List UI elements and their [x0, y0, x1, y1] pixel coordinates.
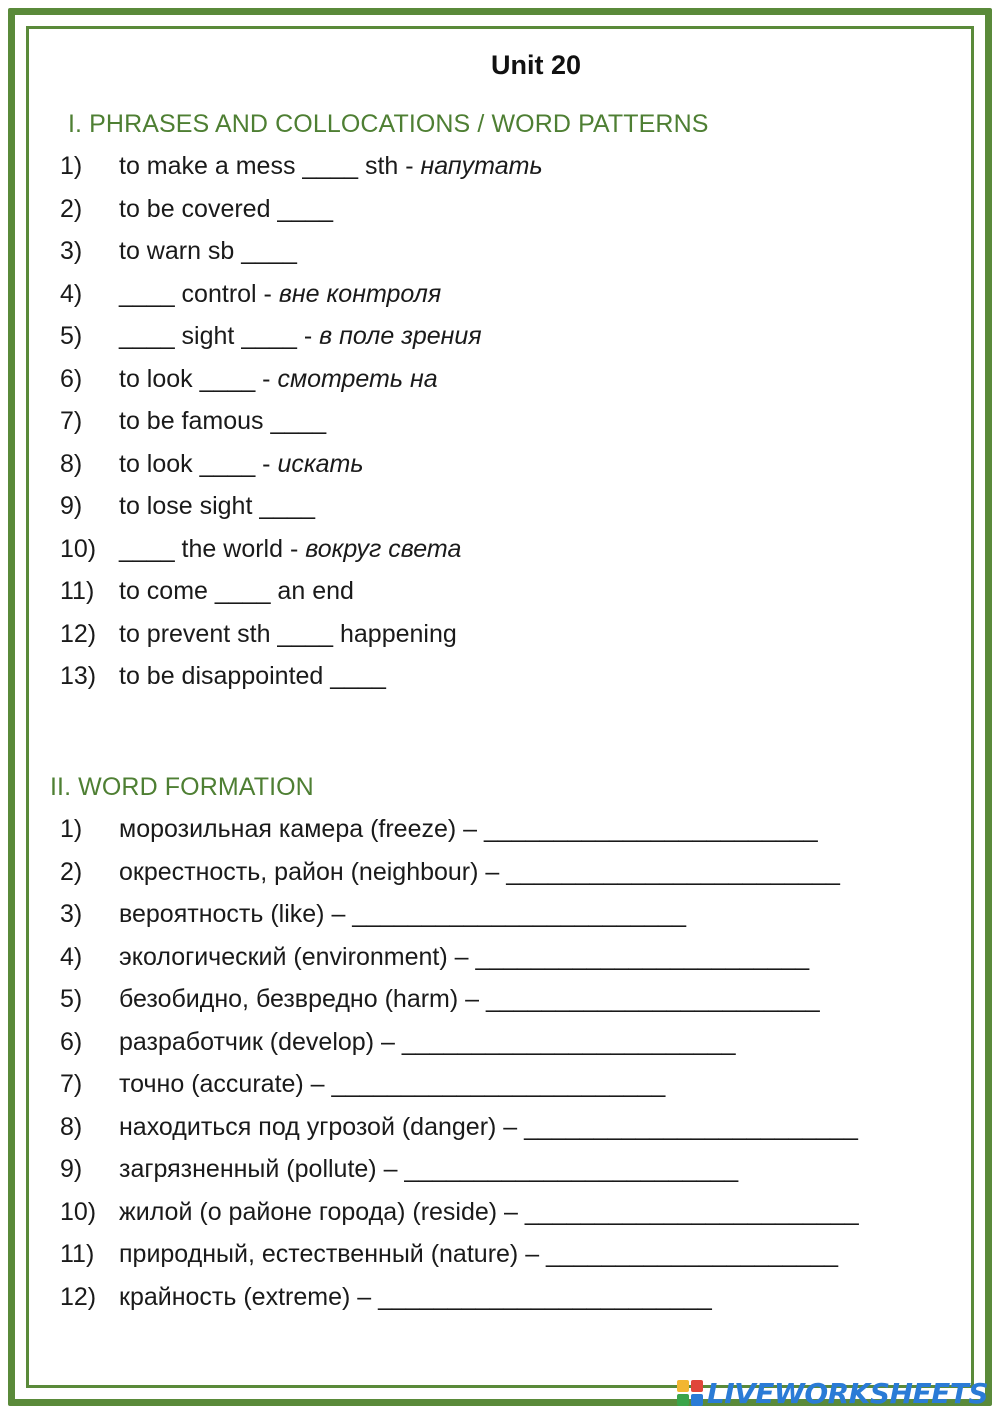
item-text-group — [119, 985, 820, 1014]
item-text: безобидно, безвредно (harm) – ________________________ — [119, 985, 820, 1013]
item-text: природный, естественный (nature) – _____________________ — [119, 1240, 839, 1268]
item-number: 9) — [60, 1155, 83, 1183]
item-number: 8) — [60, 449, 83, 478]
item-text: ____ the world - — [119, 534, 306, 563]
item-text: крайность (extreme) – ________________________ — [119, 1282, 712, 1311]
item-text-group — [119, 1198, 859, 1227]
item-number: 12) — [60, 619, 97, 648]
item-text-group — [119, 662, 386, 691]
item-text-group — [119, 1240, 838, 1269]
item-text-group — [119, 322, 482, 351]
item-text-group — [119, 815, 818, 844]
item-text: to come ____ an end — [119, 577, 354, 605]
item-translation: напутать — [420, 152, 543, 180]
item-translation: смотреть на — [277, 364, 438, 393]
item-number: 2) — [60, 857, 83, 886]
item-text: жилой (о районе города) (reside) – ________________________ — [119, 1197, 859, 1226]
item-text-group — [119, 535, 461, 564]
section-1-heading: I. PHRASES AND COLLOCATIONS / WORD PATTERNS — [68, 110, 709, 138]
item-text: морозильная камера (freeze) – ________________________ — [119, 815, 818, 843]
item-text-group — [119, 577, 354, 606]
item-text: to be disappointed ____ — [119, 662, 386, 690]
item-text: ____ sight ____ - — [119, 322, 320, 350]
item-text-group — [119, 365, 438, 394]
item-text-group — [119, 900, 686, 929]
item-text: экологический (environment) – ________________________ — [119, 942, 810, 971]
item-number: 4) — [60, 942, 83, 971]
item-translation: искать — [277, 449, 364, 478]
item-number: 11) — [60, 1240, 95, 1268]
item-translation: вне контроля — [278, 279, 442, 308]
page-title: Unit 20 — [490, 50, 582, 80]
item-text-group — [119, 943, 809, 972]
watermark-text: LIVEWORKSHEETS — [706, 1376, 988, 1410]
item-number: 1) — [60, 815, 83, 843]
item-number: 10) — [60, 1197, 97, 1226]
item-text: разработчик (develop) – ________________________ — [119, 1027, 736, 1056]
item-text-group — [119, 1283, 712, 1312]
item-text-group — [119, 280, 441, 309]
item-number: 6) — [60, 364, 83, 393]
item-number: 7) — [60, 1070, 83, 1098]
item-text-group — [119, 858, 840, 887]
item-number: 13) — [60, 662, 97, 690]
item-text: to make a mess ____ sth - — [119, 152, 421, 180]
item-text: загрязненный (pollute) – ________________________ — [119, 1155, 739, 1183]
item-text: to warn sb ____ — [119, 237, 297, 265]
item-number: 1) — [60, 152, 83, 180]
item-number: 4) — [60, 279, 83, 308]
watermark — [677, 1376, 988, 1410]
item-text: to lose sight ____ — [119, 492, 315, 520]
item-number: 5) — [60, 985, 83, 1013]
item-translation: вокруг света — [305, 534, 462, 563]
item-text-group — [119, 237, 297, 266]
item-text: to prevent sth ____ happening — [119, 619, 457, 648]
item-number: 6) — [60, 1027, 83, 1056]
item-text-group — [119, 1028, 736, 1057]
item-text-group — [119, 1155, 738, 1184]
item-text: to look ____ - — [119, 364, 278, 393]
item-number: 2) — [60, 194, 83, 223]
item-number: 10) — [60, 534, 97, 563]
item-translation: в поле зрения — [319, 322, 482, 350]
liveworksheets-logo-icon — [677, 1380, 703, 1406]
item-text: ____ control - — [119, 279, 279, 308]
item-text: to be famous ____ — [119, 407, 327, 435]
item-text: окрестность, район (neighbour) – ________________________ — [119, 857, 840, 886]
item-number: 7) — [60, 407, 83, 435]
item-text-group — [119, 195, 333, 224]
item-text-group — [119, 620, 457, 649]
item-text-group — [119, 407, 326, 436]
item-text: to be covered ____ — [119, 194, 334, 223]
item-text: находиться под угрозой (danger) – ________________________ — [119, 1112, 858, 1141]
item-number: 12) — [60, 1282, 97, 1311]
item-text-group — [119, 152, 543, 181]
item-number: 3) — [60, 237, 83, 265]
item-text-group — [119, 492, 315, 521]
item-number: 11) — [60, 577, 95, 605]
item-text-group — [119, 450, 364, 479]
item-text: вероятность (like) – ________________________ — [119, 900, 686, 928]
item-text-group — [119, 1113, 858, 1142]
item-number: 3) — [60, 900, 83, 928]
section-2-heading: II. WORD FORMATION — [50, 773, 314, 801]
item-number: 8) — [60, 1112, 83, 1141]
item-text-group — [119, 1070, 665, 1099]
item-number: 9) — [60, 492, 83, 520]
item-number: 5) — [60, 322, 83, 350]
item-text: to look ____ - — [119, 449, 278, 478]
item-text: точно (accurate) – ________________________ — [119, 1070, 666, 1098]
